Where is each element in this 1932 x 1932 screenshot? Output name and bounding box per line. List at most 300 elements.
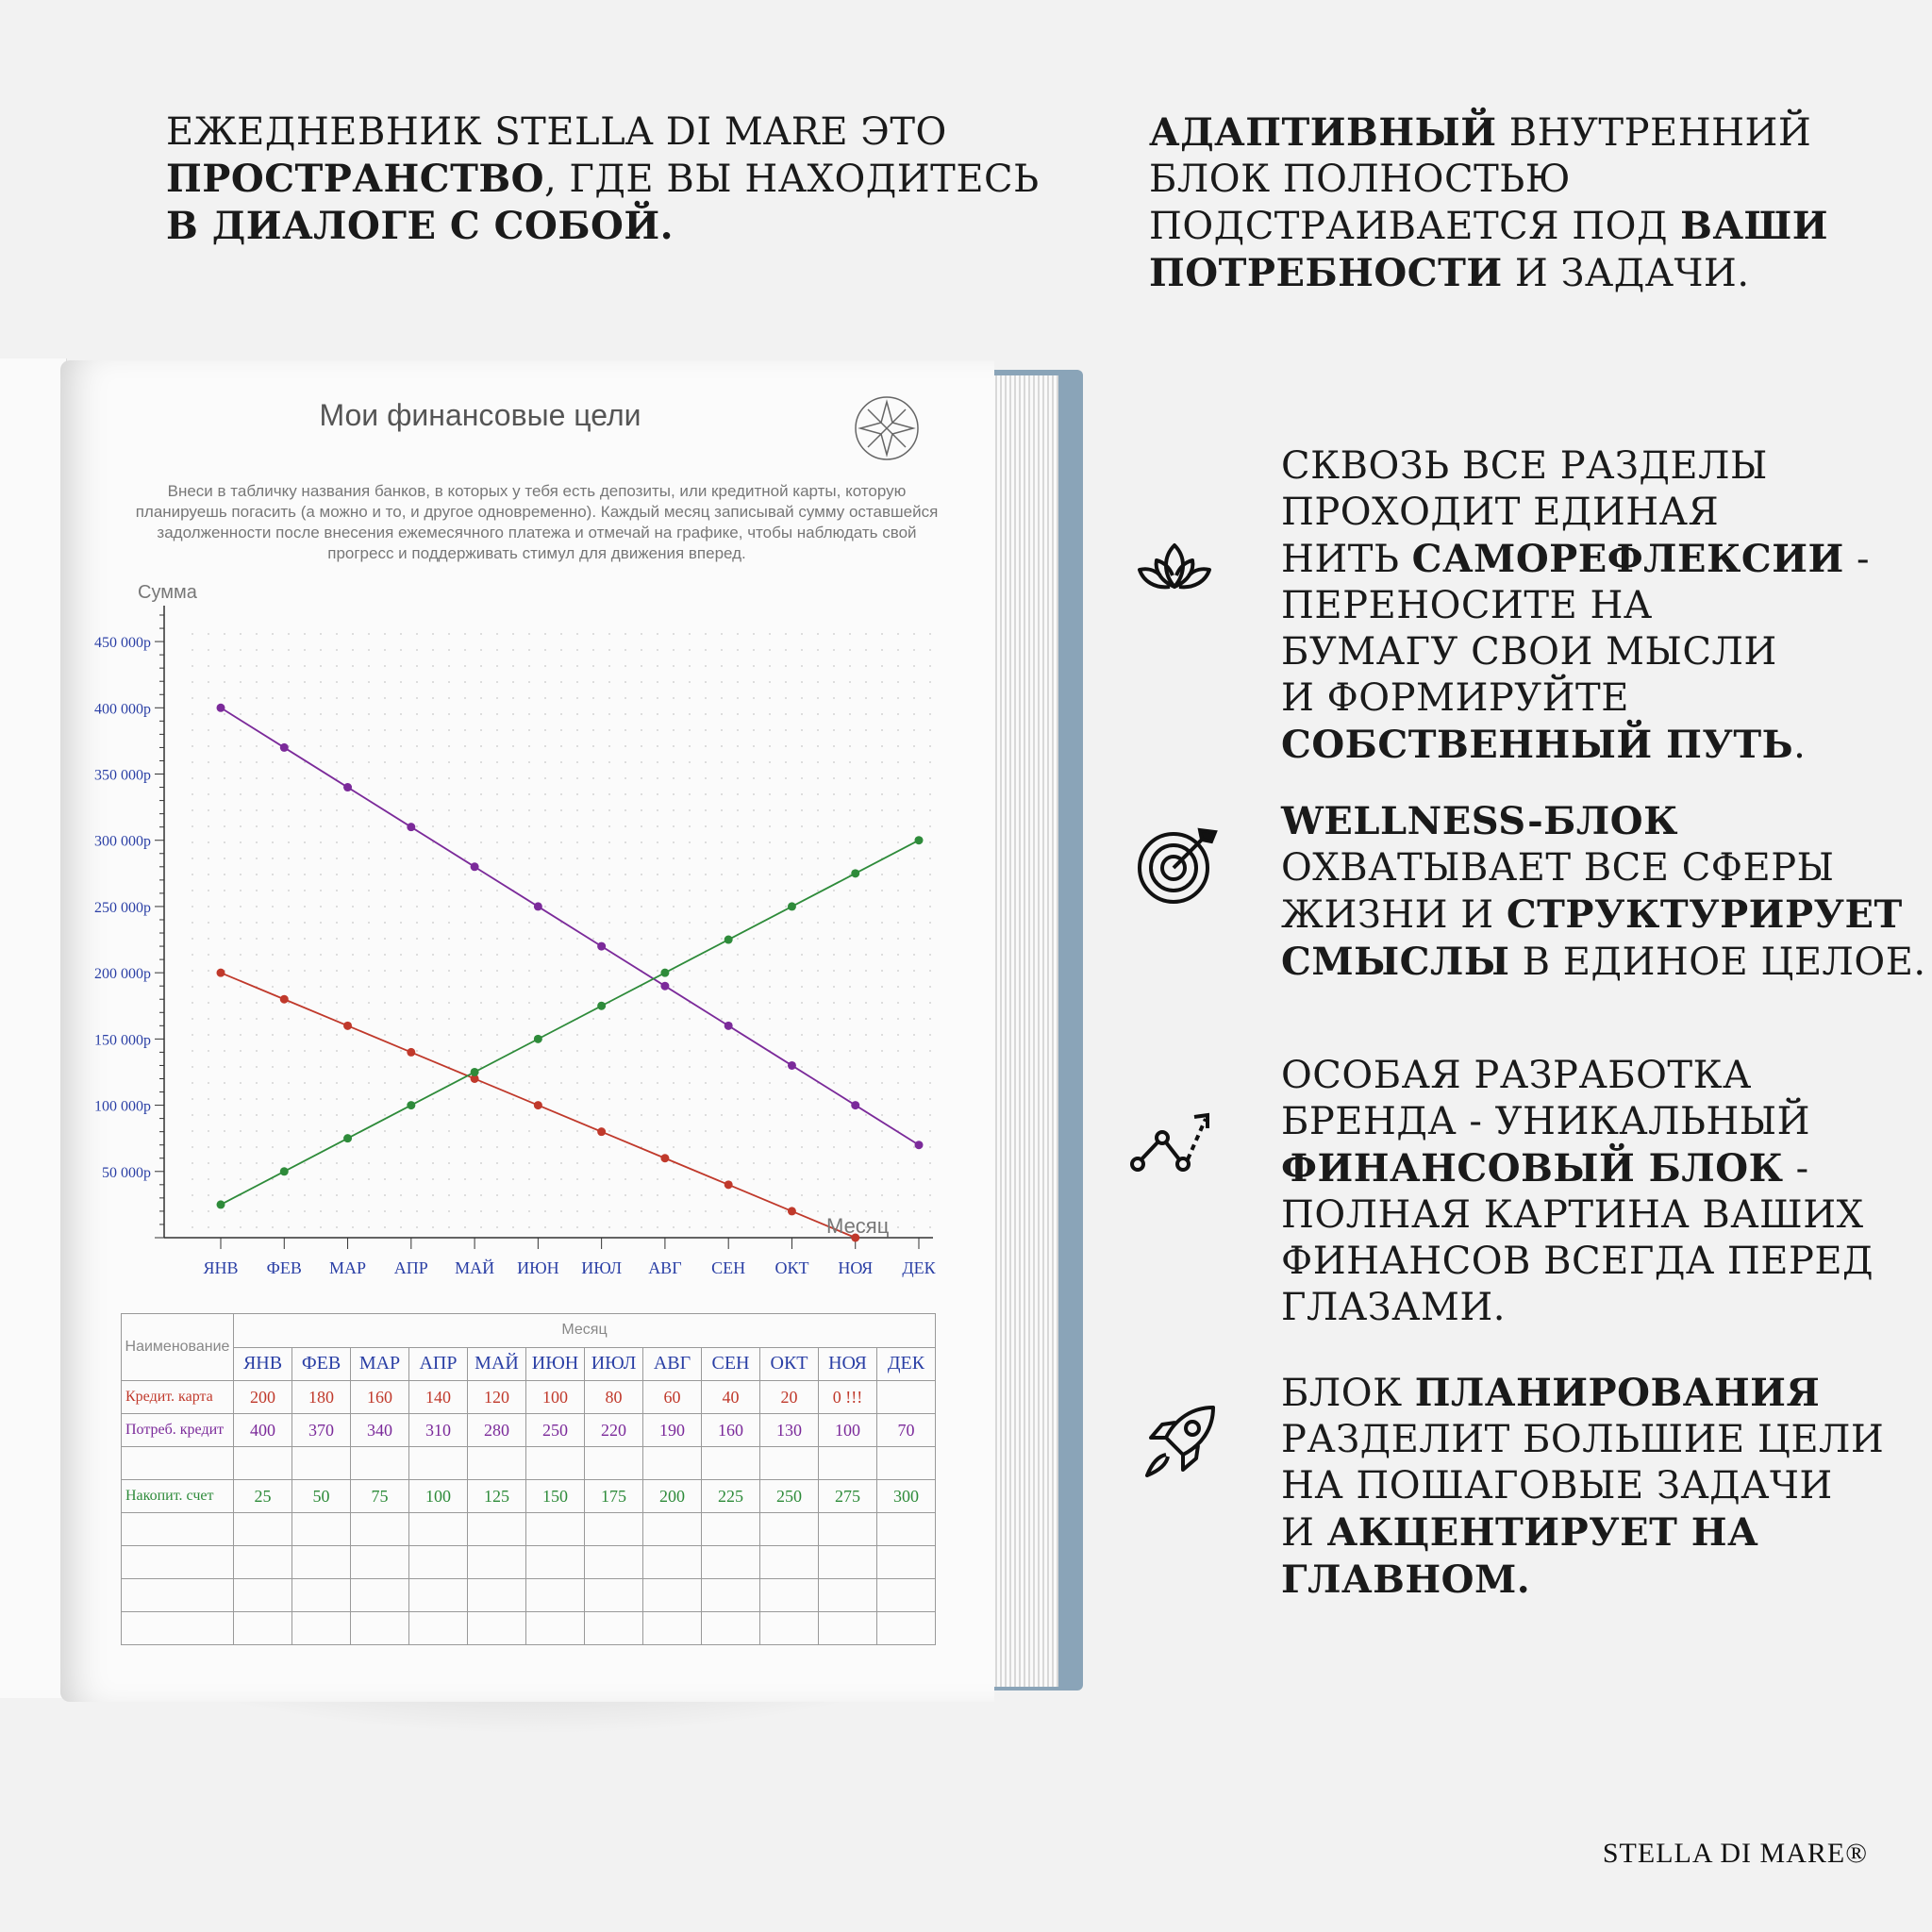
grid-dot	[256, 697, 258, 699]
grid-dot	[897, 825, 899, 827]
grid-dot	[576, 697, 578, 699]
grid-dot	[689, 681, 691, 683]
grid-dot	[304, 649, 306, 651]
grid-dot	[496, 745, 498, 747]
grid-dot	[833, 633, 835, 635]
grid-dot	[881, 1034, 883, 1036]
grid-dot	[560, 745, 562, 747]
grid-dot	[737, 1210, 739, 1212]
grid-dot	[721, 665, 723, 667]
grid-dot	[705, 1018, 707, 1020]
grid-dot	[480, 954, 482, 956]
grid-dot	[384, 858, 386, 859]
grid-dot	[673, 1082, 675, 1084]
grid-dot	[304, 745, 306, 747]
grid-dot	[208, 1114, 209, 1116]
grid-dot	[464, 809, 466, 811]
grid-dot	[592, 858, 594, 859]
table-empty-cell	[643, 1513, 702, 1546]
grid-dot	[432, 1002, 434, 1004]
grid-dot	[352, 745, 354, 747]
grid-dot	[432, 1098, 434, 1100]
grid-dot	[913, 1066, 915, 1068]
grid-dot	[336, 1130, 338, 1132]
grid-dot	[817, 777, 819, 779]
grid-dot	[416, 809, 418, 811]
grid-dot	[528, 793, 530, 795]
table-empty-cell	[122, 1447, 234, 1480]
grid-dot	[512, 633, 514, 635]
grid-dot	[705, 1130, 707, 1132]
grid-dot	[320, 858, 322, 859]
grid-dot	[833, 665, 835, 667]
grid-dot	[368, 1114, 370, 1116]
grid-dot	[304, 954, 306, 956]
feature-wellness: WELLNESS-БЛОК ОХВАТЫВАЕТ ВСЕ СФЕРЫ ЖИЗНИ И СТРУКТУРИРУЕТ СМЫСЛЫ В ЕДИНОЕ ЦЕЛОЕ.	[1281, 799, 1926, 984]
grid-dot	[480, 1194, 482, 1196]
grid-dot	[913, 793, 915, 795]
grid-dot	[448, 1098, 450, 1100]
grid-dot	[865, 1130, 867, 1132]
grid-dot	[368, 906, 370, 908]
grid-dot	[416, 1146, 418, 1148]
grid-dot	[913, 713, 915, 715]
grid-dot	[224, 906, 225, 908]
grid-dot	[528, 649, 530, 651]
finance-chart	[60, 577, 994, 1277]
grid-dot	[192, 649, 193, 651]
grid-dot	[721, 1178, 723, 1180]
grid-dot	[384, 1162, 386, 1164]
grid-dot	[737, 1050, 739, 1052]
grid-dot	[608, 713, 610, 715]
grid-dot	[705, 1082, 707, 1084]
table-value-cell: 80	[585, 1381, 643, 1414]
grid-dot	[833, 745, 835, 747]
grid-dot	[560, 761, 562, 763]
grid-dot	[448, 1194, 450, 1196]
grid-dot	[400, 1130, 402, 1132]
grid-dot	[448, 649, 450, 651]
grid-dot	[657, 1178, 658, 1180]
grid-dot	[400, 906, 402, 908]
grid-dot	[737, 1162, 739, 1164]
grid-dot	[336, 874, 338, 875]
grid-dot	[705, 1226, 707, 1228]
grid-dot	[929, 681, 931, 683]
grid-dot	[560, 1018, 562, 1020]
grid-dot	[496, 649, 498, 651]
grid-dot	[256, 1018, 258, 1020]
grid-dot	[608, 874, 610, 875]
grid-dot	[913, 649, 915, 651]
grid-dot	[368, 986, 370, 988]
grid-dot	[753, 1226, 755, 1228]
grid-dot	[897, 1034, 899, 1036]
grid-dot	[544, 1082, 546, 1084]
grid-dot	[528, 841, 530, 843]
grid-dot	[224, 1018, 225, 1020]
grid-dot	[592, 777, 594, 779]
table-value-cell: 225	[702, 1480, 760, 1513]
grid-dot	[544, 1050, 546, 1052]
grid-dot	[432, 1146, 434, 1148]
grid-dot	[272, 729, 274, 731]
grid-dot	[865, 809, 867, 811]
grid-dot	[384, 1002, 386, 1004]
grid-dot	[448, 761, 450, 763]
table-empty-cell	[702, 1546, 760, 1579]
grid-dot	[929, 761, 931, 763]
grid-dot	[288, 1114, 290, 1116]
grid-dot	[528, 890, 530, 891]
grid-dot	[432, 1210, 434, 1212]
grid-dot	[641, 954, 642, 956]
grid-dot	[592, 825, 594, 827]
grid-dot	[256, 970, 258, 972]
grid-dot	[753, 1098, 755, 1100]
grid-dot	[801, 858, 803, 859]
grid-dot	[352, 938, 354, 940]
grid-dot	[833, 697, 835, 699]
grid-dot	[641, 665, 642, 667]
grid-dot	[897, 938, 899, 940]
grid-dot	[705, 825, 707, 827]
grid-dot	[625, 681, 626, 683]
grid-dot	[608, 697, 610, 699]
grid-dot	[689, 649, 691, 651]
grid-dot	[464, 1178, 466, 1180]
grid-dot	[512, 649, 514, 651]
data-point	[660, 1154, 669, 1162]
grid-dot	[304, 697, 306, 699]
grid-dot	[913, 890, 915, 891]
grid-dot	[769, 633, 771, 635]
grid-dot	[528, 633, 530, 635]
grid-dot	[785, 1114, 787, 1116]
grid-dot	[769, 1018, 771, 1020]
grid-dot	[464, 1114, 466, 1116]
grid-dot	[240, 665, 242, 667]
grid-dot	[689, 1050, 691, 1052]
grid-dot	[528, 697, 530, 699]
grid-dot	[224, 1146, 225, 1148]
data-point	[915, 836, 924, 844]
grid-dot	[448, 1178, 450, 1180]
grid-dot	[769, 986, 771, 988]
grid-dot	[352, 986, 354, 988]
grid-dot	[448, 745, 450, 747]
grid-dot	[576, 745, 578, 747]
grid-dot	[336, 1050, 338, 1052]
grid-dot	[256, 649, 258, 651]
grid-dot	[336, 697, 338, 699]
grid-dot	[881, 649, 883, 651]
grid-dot	[929, 1226, 931, 1228]
grid-dot	[897, 970, 899, 972]
grid-dot	[528, 1098, 530, 1100]
table-month-header: АПР	[409, 1347, 468, 1381]
x-axis-title: Месяц	[826, 1214, 890, 1238]
grid-dot	[464, 713, 466, 715]
grid-dot	[240, 1146, 242, 1148]
grid-dot	[785, 1226, 787, 1228]
grid-dot	[416, 1050, 418, 1052]
grid-dot	[416, 1194, 418, 1196]
grid-dot	[753, 825, 755, 827]
grid-dot	[576, 970, 578, 972]
grid-dot	[689, 858, 691, 859]
grid-dot	[384, 1146, 386, 1148]
grid-dot	[208, 633, 209, 635]
grid-dot	[256, 825, 258, 827]
grid-dot	[769, 649, 771, 651]
grid-dot	[320, 906, 322, 908]
table-value-cell: 175	[585, 1480, 643, 1513]
grid-dot	[689, 970, 691, 972]
grid-dot	[224, 1098, 225, 1100]
grid-dot	[592, 1050, 594, 1052]
grid-dot	[865, 1098, 867, 1100]
grid-dot	[208, 1066, 209, 1068]
grid-dot	[608, 1130, 610, 1132]
grid-dot	[224, 713, 225, 715]
grid-dot	[689, 1210, 691, 1212]
grid-dot	[881, 825, 883, 827]
grid-dot	[705, 1162, 707, 1164]
grid-dot	[897, 858, 899, 859]
grid-dot	[240, 1178, 242, 1180]
table-value-cell: 75	[351, 1480, 409, 1513]
grid-dot	[288, 938, 290, 940]
grid-dot	[560, 1002, 562, 1004]
grid-dot	[432, 938, 434, 940]
grid-dot	[256, 1162, 258, 1164]
x-tick-label: МАЙ	[455, 1258, 495, 1277]
grid-dot	[432, 729, 434, 731]
grid-dot	[608, 729, 610, 731]
grid-dot	[833, 858, 835, 859]
grid-dot	[448, 713, 450, 715]
grid-dot	[592, 1114, 594, 1116]
grid-dot	[352, 1114, 354, 1116]
grid-dot	[785, 890, 787, 891]
grid-dot	[240, 1162, 242, 1164]
grid-dot	[384, 922, 386, 924]
grid-dot	[913, 906, 915, 908]
grid-dot	[833, 1098, 835, 1100]
grid-dot	[881, 954, 883, 956]
grid-dot	[320, 793, 322, 795]
grid-dot	[480, 697, 482, 699]
grid-dot	[560, 649, 562, 651]
grid-dot	[592, 906, 594, 908]
grid-dot	[673, 1066, 675, 1068]
grid-dot	[785, 1194, 787, 1196]
grid-dot	[592, 970, 594, 972]
grid-dot	[304, 986, 306, 988]
grid-dot	[769, 938, 771, 940]
grid-dot	[352, 809, 354, 811]
table-value-cell: 0 !!!	[819, 1381, 877, 1414]
grid-dot	[673, 745, 675, 747]
grid-dot	[929, 1082, 931, 1084]
grid-dot	[785, 1002, 787, 1004]
table-value-cell: 300	[877, 1480, 936, 1513]
grid-dot	[432, 745, 434, 747]
grid-dot	[288, 1146, 290, 1148]
grid-dot	[480, 713, 482, 715]
grid-dot	[576, 1098, 578, 1100]
grid-dot	[272, 1098, 274, 1100]
grid-dot	[865, 954, 867, 956]
grid-dot	[833, 1194, 835, 1196]
grid-dot	[240, 841, 242, 843]
grid-dot	[625, 1018, 626, 1020]
x-tick-label: АВГ	[648, 1258, 682, 1277]
grid-dot	[272, 1162, 274, 1164]
grid-dot	[352, 1162, 354, 1164]
grid-dot	[641, 874, 642, 875]
table-empty-cell	[122, 1546, 234, 1579]
grid-dot	[544, 713, 546, 715]
grid-dot	[368, 745, 370, 747]
table-value-cell: 190	[643, 1414, 702, 1447]
grid-dot	[913, 1114, 915, 1116]
table-empty-cell	[351, 1579, 409, 1612]
grid-dot	[769, 1098, 771, 1100]
grid-dot	[705, 649, 707, 651]
grid-dot	[625, 633, 626, 635]
grid-dot	[753, 922, 755, 924]
data-point	[217, 704, 225, 712]
grid-dot	[400, 793, 402, 795]
grid-dot	[320, 1002, 322, 1004]
grid-dot	[849, 729, 851, 731]
table-empty-cell	[409, 1546, 468, 1579]
grid-dot	[833, 1066, 835, 1068]
grid-dot	[705, 1146, 707, 1148]
grid-dot	[480, 1018, 482, 1020]
grid-dot	[240, 1098, 242, 1100]
grid-dot	[673, 1098, 675, 1100]
grid-dot	[785, 938, 787, 940]
grid-dot	[416, 986, 418, 988]
grid-dot	[721, 1034, 723, 1036]
grid-dot	[801, 1130, 803, 1132]
grid-dot	[464, 1146, 466, 1148]
grid-dot	[673, 1018, 675, 1020]
grid-dot	[208, 906, 209, 908]
grid-dot	[560, 1210, 562, 1212]
table-empty-cell	[526, 1546, 585, 1579]
grid-dot	[208, 761, 209, 763]
grid-dot	[817, 1002, 819, 1004]
grid-dot	[336, 954, 338, 956]
grid-dot	[785, 1098, 787, 1100]
grid-dot	[464, 761, 466, 763]
grid-dot	[721, 713, 723, 715]
grid-dot	[400, 1066, 402, 1068]
grid-dot	[336, 777, 338, 779]
grid-dot	[496, 874, 498, 875]
grid-dot	[288, 665, 290, 667]
table-month-header: НОЯ	[819, 1347, 877, 1381]
grid-dot	[929, 874, 931, 875]
grid-dot	[929, 1210, 931, 1212]
grid-dot	[544, 1114, 546, 1116]
grid-dot	[673, 1130, 675, 1132]
grid-dot	[384, 1018, 386, 1020]
grid-dot	[192, 1018, 193, 1020]
grid-dot	[256, 841, 258, 843]
grid-dot	[689, 761, 691, 763]
x-tick-label: ДЕК	[902, 1258, 936, 1277]
grid-dot	[913, 745, 915, 747]
grid-dot	[929, 906, 931, 908]
grid-dot	[240, 729, 242, 731]
grid-dot	[256, 1226, 258, 1228]
grid-dot	[913, 761, 915, 763]
grid-dot	[592, 1098, 594, 1100]
grid-dot	[881, 874, 883, 875]
grid-dot	[592, 1018, 594, 1020]
grid-dot	[705, 809, 707, 811]
grid-dot	[288, 874, 290, 875]
grid-dot	[721, 809, 723, 811]
grid-dot	[625, 1226, 626, 1228]
grid-dot	[304, 1082, 306, 1084]
grid-dot	[400, 1178, 402, 1180]
grid-dot	[673, 938, 675, 940]
grid-dot	[576, 1194, 578, 1196]
grid-dot	[576, 938, 578, 940]
grid-dot	[881, 986, 883, 988]
grid-dot	[865, 1162, 867, 1164]
grid-dot	[416, 922, 418, 924]
grid-dot	[705, 777, 707, 779]
grid-dot	[368, 1210, 370, 1212]
grid-dot	[705, 1066, 707, 1068]
grid-dot	[576, 793, 578, 795]
grid-dot	[304, 1034, 306, 1036]
grid-dot	[272, 938, 274, 940]
grid-dot	[304, 858, 306, 859]
grid-dot	[592, 1034, 594, 1036]
grid-dot	[288, 986, 290, 988]
grid-dot	[705, 1194, 707, 1196]
grid-dot	[673, 809, 675, 811]
grid-dot	[801, 1066, 803, 1068]
grid-dot	[288, 681, 290, 683]
table-empty-cell	[122, 1612, 234, 1645]
grid-dot	[592, 1082, 594, 1084]
grid-dot	[576, 1034, 578, 1036]
grid-dot	[384, 681, 386, 683]
grid-dot	[592, 633, 594, 635]
table-empty-cell	[468, 1513, 526, 1546]
grid-dot	[913, 729, 915, 731]
grid-dot	[929, 649, 931, 651]
y-tick-label: 100 000р	[94, 1098, 151, 1115]
grid-dot	[416, 729, 418, 731]
grid-dot	[400, 1002, 402, 1004]
grid-dot	[208, 1226, 209, 1228]
table-empty-cell	[292, 1513, 351, 1546]
grid-dot	[272, 1066, 274, 1068]
grid-dot	[288, 777, 290, 779]
grid-dot	[544, 1226, 546, 1228]
